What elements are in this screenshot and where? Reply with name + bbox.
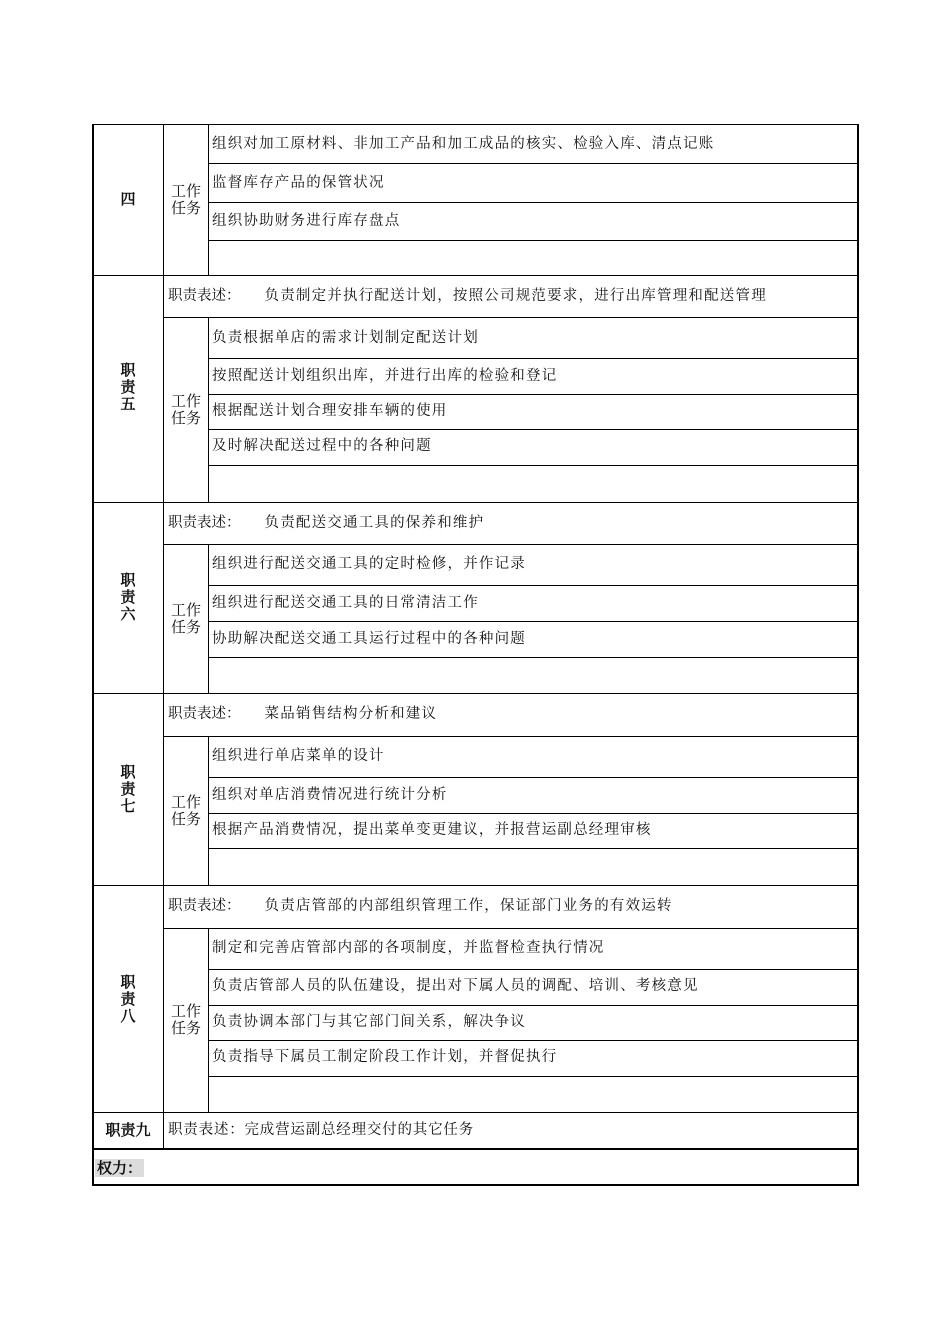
duty-8-name: 职 责 八 xyxy=(120,973,136,1025)
duty-9-description: 职责表述：完成营运副总经理交付的其它任务 xyxy=(168,1122,474,1138)
task-item: 制定和完善店管部内部的各项制度，并监督检查执行情况 xyxy=(212,940,605,956)
task-item: 协助解决配送交通工具运行过程中的各种问题 xyxy=(212,631,526,647)
work-task-label: 工作 任务 xyxy=(170,601,201,636)
work-task-label: 工作 任务 xyxy=(170,182,201,217)
duty-7-name: 职 责 七 xyxy=(120,763,136,815)
task-item: 按照配送计划组织出库，并进行出库的检验和登记 xyxy=(212,368,558,384)
task-item: 负责指导下属员工制定阶段工作计划，并督促执行 xyxy=(212,1049,558,1065)
duty-6-name: 职 责 六 xyxy=(120,571,136,623)
power-label: 权力： xyxy=(97,1159,143,1177)
duty-9-name: 职责九 xyxy=(105,1121,151,1139)
task-item: 负责店管部人员的队伍建设，提出对下属人员的调配、培训、考核意见 xyxy=(212,978,699,994)
task-item: 监督库存产品的保管状况 xyxy=(212,175,385,191)
duty-6-description: 职责表述： 负责配送交通工具的保养和维护 xyxy=(168,515,485,531)
task-item: 根据配送计划合理安排车辆的使用 xyxy=(212,403,448,419)
work-task-label: 工作 任务 xyxy=(170,392,201,427)
work-task-label: 工作 任务 xyxy=(170,1002,201,1037)
task-item: 根据产品消费情况，提出菜单变更建议，并报营运副总经理审核 xyxy=(212,822,652,838)
task-item: 组织进行配送交通工具的日常清洁工作 xyxy=(212,595,479,611)
task-item: 组织对加工原材料、非加工产品和加工成品的核实、检验入库、清点记账 xyxy=(212,136,715,152)
duty-5-description: 职责表述： 负责制定并执行配送计划，按照公司规范要求，进行出库管理和配送管理 xyxy=(168,288,767,304)
task-item: 负责协调本部门与其它部门间关系，解决争议 xyxy=(212,1014,526,1030)
task-item: 组织对单店消费情况进行统计分析 xyxy=(212,787,448,803)
task-item: 负责根据单店的需求计划制定配送计划 xyxy=(212,330,479,346)
task-item: 组织进行配送交通工具的定时检修，并作记录 xyxy=(212,556,526,572)
work-task-label: 工作 任务 xyxy=(170,793,201,828)
duty-7-description: 职责表述： 菜品销售结构分析和建议 xyxy=(168,706,438,722)
task-item: 及时解决配送过程中的各种问题 xyxy=(212,438,432,454)
duty-4-name: 四 xyxy=(120,190,136,208)
task-item: 组织协助财务进行库存盘点 xyxy=(212,213,401,229)
task-item: 组织进行单店菜单的设计 xyxy=(212,748,385,764)
duty-8-description: 职责表述： 负责店管部的内部组织管理工作，保证部门业务的有效运转 xyxy=(168,898,673,914)
duty-5-name: 职 责 五 xyxy=(120,361,136,413)
